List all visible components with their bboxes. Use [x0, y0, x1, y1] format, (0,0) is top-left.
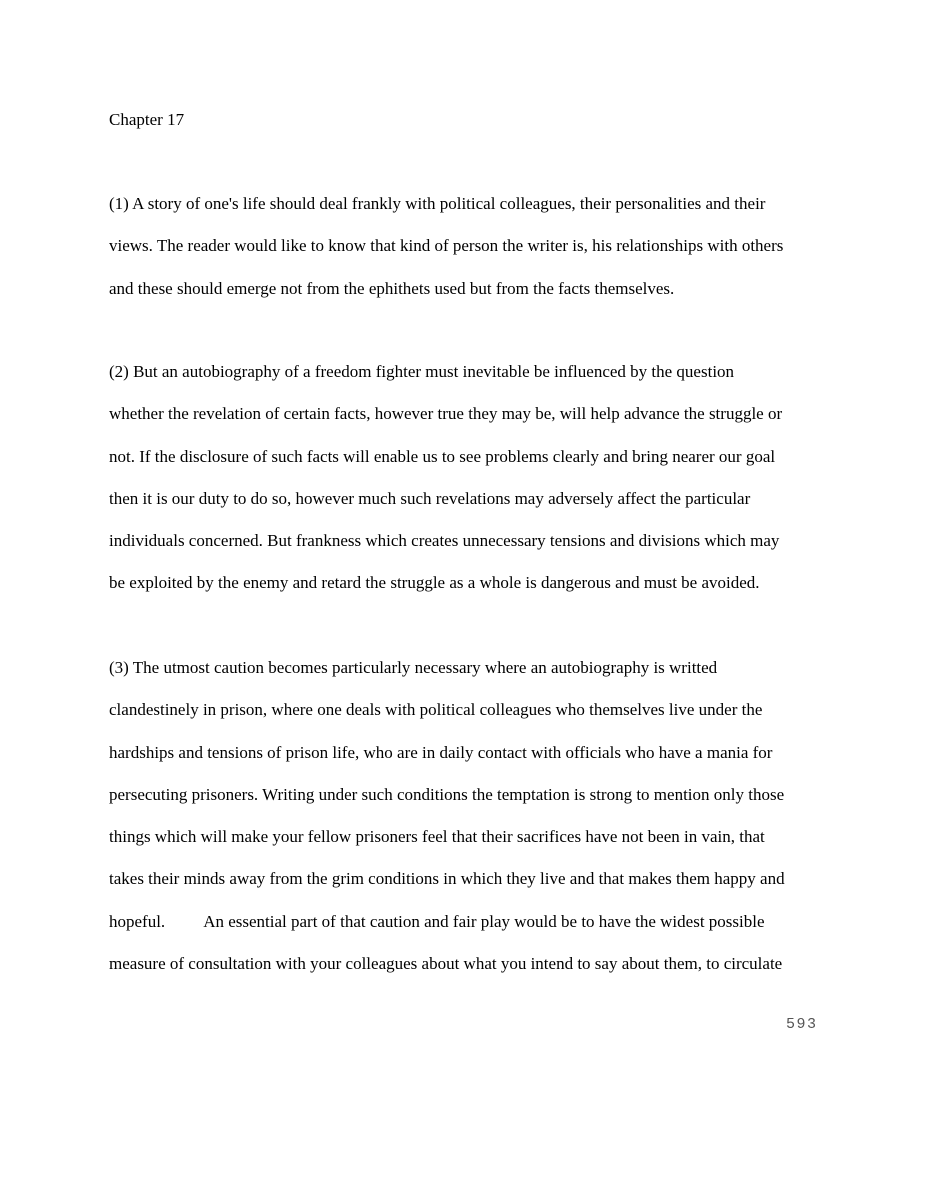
text-line: be exploited by the enemy and retard the struggle as a whole is dangerous and must be avoided. — [109, 573, 760, 593]
page-number: 593 — [786, 1016, 818, 1033]
text-line: (1) A story of one's life should deal frankly with political colleagues, their personalities and their — [109, 194, 766, 213]
text-line: (2) But an autobiography of a freedom fighter must inevitable be influenced by the question — [109, 362, 735, 381]
text-line: whether the revelation of certain facts, however true they may be, will help advance the struggle or — [109, 404, 783, 424]
text-line: takes their minds away from the grim conditions in which they live and that makes them happy and — [109, 869, 785, 889]
text-line: clandestinely in prison, where one deals with political colleagues who themselves live under the — [109, 700, 763, 720]
text-line: (3) The utmost caution becomes particularly necessary where an autobiography is writted — [109, 658, 718, 677]
text-line: hardships and tensions of prison life, who are in daily contact with officials who have a mania for — [109, 742, 773, 762]
paragraph-1 — [109, 183, 783, 310]
text-line: then it is our duty to do so, however much such revelations may adversely affect the particular — [109, 488, 751, 508]
text-segment: hopeful. — [109, 911, 166, 931]
text-line: measure of consultation with your colleagues about what you intend to say about them, to circulate — [109, 953, 783, 973]
text-line — [109, 901, 785, 943]
text-segment: An essential part of that caution and fair play would be to have the widest possible — [203, 911, 765, 931]
paragraph-3 — [109, 647, 785, 985]
text-line: not. If the disclosure of such facts will enable us to see problems clearly and bring nearer our goal — [109, 446, 776, 466]
text-line: and these should emerge not from the ephithets used but from the facts themselves. — [109, 278, 675, 298]
chapter-heading: Chapter 17 — [109, 110, 185, 129]
text-line: persecuting prisoners. Writing under such conditions the temptation is strong to mention only those — [109, 784, 785, 804]
text-line: things which will make your fellow prisoners feel that their sacrifices have not been in vain, that — [109, 827, 765, 846]
text-line: views. The reader would like to know that kind of person the writer is, his relationships with others — [109, 236, 784, 256]
paragraph-2 — [109, 351, 782, 605]
text-line: individuals concerned. But frankness which creates unnecessary tensions and divisions which may — [109, 531, 780, 550]
